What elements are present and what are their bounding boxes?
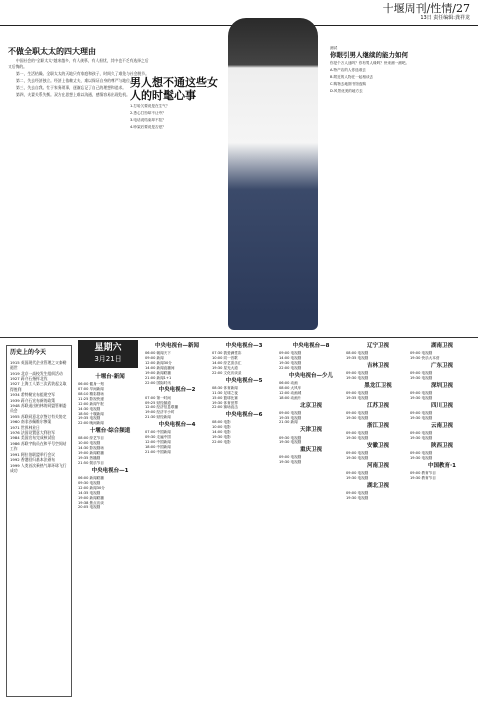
channel-heading: 中央电视台—6 — [225, 412, 263, 419]
program-line: 09:00 电视剧 — [346, 450, 369, 455]
program-line: 18:50 十堰新闻 — [78, 411, 104, 416]
program-line: 09:00 电视剧 — [410, 351, 433, 356]
program-line: 19:35 电视剧 — [279, 415, 302, 420]
program-line: 15:00 篮球比赛 — [212, 395, 238, 400]
program-line: 19:30 电视剧 — [410, 395, 433, 400]
history-item: 1992 香港回归基本法颁布 — [10, 457, 56, 463]
program-line: 14:35 电视剧 — [78, 490, 101, 495]
program-line: 18:00 动画片 — [279, 395, 302, 400]
program-line: 12:00 动画城 — [279, 390, 302, 395]
program-line: 09:00 电视剧 — [410, 391, 433, 396]
paragraph: 第一，生活枯燥。全职太太的天地只有家庭和孩子，时间久了难免与社会脱节。 — [16, 70, 149, 76]
channel-heading: 中央电视台—5 — [225, 377, 263, 384]
list-item: D.风景优美的地方去 — [330, 89, 363, 94]
program-line: 19:30 电视剧 — [410, 435, 433, 440]
history-item: 1986 苏联宇航员在和平号空间站工作 — [10, 440, 67, 452]
program-line: 09:00 电视剧 — [346, 411, 369, 415]
program-line: 08:00 综艺节目 — [78, 436, 104, 441]
channel-heading: 中央电视台—8 — [292, 343, 330, 349]
program-line: 08:10 精彩剧场 — [78, 391, 104, 396]
page-title: 十堰周刊/性情/27 — [382, 2, 470, 15]
program-line: 09:30 走遍中国 — [145, 435, 171, 440]
weekday: 星期六 — [94, 343, 122, 353]
woman-photo — [228, 18, 318, 330]
history-item: 1939 蒋介石宣布新的政策 — [10, 397, 56, 403]
channel-heading: 深圳卫视 — [430, 382, 453, 389]
channel-heading: 中国教育·1 — [428, 462, 456, 469]
program-line: 09:00 电视剧 — [346, 470, 369, 475]
list-item: C.购物去地图书馆选购 — [330, 82, 366, 87]
channel-heading: 安徽卫视 — [366, 442, 389, 449]
program-line: 09:00 电视剧 — [346, 371, 369, 376]
channel-heading: 十堰台·综合频道 — [89, 428, 131, 435]
program-line: 12:00 新闻午报 — [78, 401, 104, 406]
history-item: 1919 北京一高校发生组织活动 — [10, 370, 63, 376]
program-line: 08:00 大风车 — [279, 385, 302, 390]
date: 3月21日 — [94, 354, 122, 363]
list-item: 1.打哈欠要说是在生气？ — [130, 104, 170, 108]
history-item: 1915 英国现代企业管理之父泰勒逝世 — [10, 359, 67, 371]
program-line: 14:00 电视剧 — [279, 356, 302, 361]
program-line: 19:30 体育世界 — [212, 400, 238, 405]
program-line: 10:00 电视剧 — [78, 441, 101, 446]
program-line: 09:00 电视剧 — [279, 410, 302, 415]
history-item: 1991 阿拉伯联盟举行会议 — [10, 451, 56, 457]
program-line: 06:00 新闻联播 — [78, 476, 104, 481]
program-line: 19:30 电视剧 — [410, 376, 433, 380]
program-line: 07:00 早间新闻 — [78, 387, 104, 392]
list-item: 4.吵架后要说是否爱？ — [130, 125, 166, 129]
history-item: 1999 人类首次乘热气球环球飞行成功 — [10, 462, 67, 473]
program-line: 12:00 经济信息联播 — [145, 405, 179, 410]
program-line: 06:00 动画 — [279, 380, 298, 385]
program-line: 19:30 电视剧 — [346, 435, 369, 440]
program-line: 19:30 电视剧 — [279, 440, 302, 445]
program-line: 19:30 电视剧 — [410, 415, 433, 420]
program-line: 19:00 新闻联播 — [78, 495, 104, 500]
left-article — [8, 46, 150, 98]
program-line: 19:30 电视剧 — [346, 376, 369, 380]
history-item: 1927 蒋介石指挥北伐 — [10, 376, 48, 382]
right-headline: 你眼引男人继续的能力如何 — [330, 51, 408, 59]
channel-heading: 中央电视台—4 — [158, 422, 196, 429]
channel-heading: 湖北卫视 — [366, 482, 389, 489]
channel-heading: 陕西卫视 — [430, 442, 453, 449]
history-item: 1927 上海工人第三次武装起义取得胜利 — [10, 381, 67, 392]
program-line: 22:00 文化访谈录 — [212, 370, 242, 375]
program-line: 22:00 国际时讯 — [145, 380, 171, 385]
program-line: 19:30 电视剧 — [346, 475, 369, 480]
history-item: 1955 苏联同意北京签订有关协定 — [10, 413, 67, 419]
paragraph: 第二，失去经济独立。经济上依赖丈夫，难以保证自身的尊严与地位。 — [16, 78, 134, 83]
program-line: 09:00 电视剧 — [346, 490, 369, 495]
tv-column-1 — [78, 372, 142, 510]
program-line: 10:00 电影 — [212, 425, 231, 430]
program-line: 14:00 综艺喜乐汇 — [212, 360, 242, 365]
channel-heading: 江苏卫视 — [366, 402, 389, 409]
middle-article — [130, 76, 225, 130]
program-line: 07:00 第一时间 — [145, 395, 171, 400]
program-line: 09:25 财经频道 — [145, 400, 171, 405]
page-subtitle: 13日 责任编辑:龚祥龙 — [420, 15, 470, 21]
program-line: 22:00 赛场直击 — [212, 405, 238, 410]
program-line: 21:30 新闻 — [279, 420, 298, 425]
channel-heading: 云南卫视 — [430, 422, 453, 429]
program-line: 06:00 朝闻天下 — [145, 351, 171, 356]
channel-heading: 广东卫视 — [430, 362, 453, 369]
program-line: 19:30 快乐大本营 — [410, 356, 440, 361]
history-item: 1984 美国宣布完成核试验 — [10, 435, 56, 441]
program-line: 11:30 足球之夜 — [212, 390, 238, 395]
program-line: 09:30 电视剧 — [279, 435, 302, 440]
program-line: 19:30 电视剧 — [346, 455, 369, 460]
program-line: 19:30 电视剧 — [279, 360, 302, 365]
history-title: 历史上的今天 — [10, 349, 47, 356]
program-line: 09:00 电视剧 — [410, 450, 433, 455]
program-line: 09:00 电视剧 — [346, 391, 369, 396]
tv-column-4 — [279, 341, 343, 465]
list-item: 你是个万人迷吗？你有男人缘吗？快来测一测吧。 — [330, 61, 410, 66]
program-line: 21:50 娱乐节目 — [78, 460, 104, 465]
channel-heading: 湖南卫视 — [430, 343, 453, 349]
program-line: 19:00 新闻联播 — [78, 451, 104, 456]
history-box — [6, 345, 72, 697]
history-item: 1948 苏联退出柏林的同盟管制委员会 — [10, 403, 67, 414]
program-line: 19:30 电视剧 — [346, 415, 369, 420]
program-line: 08:00 电视剧 — [346, 351, 369, 356]
list-item: 3.电话说结束却不挂？ — [130, 118, 166, 122]
program-line: 07:30 我爱满堂彩 — [212, 351, 242, 356]
channel-heading: 十堰台·新闻 — [95, 374, 125, 380]
channel-heading: 吉林卫视 — [366, 362, 389, 369]
channel-heading: 中央电视台—3 — [225, 343, 263, 349]
program-line: 09:00 电视剧 — [279, 455, 302, 460]
history-item: 1960 南非沙佩维尔惨案 — [10, 419, 52, 425]
program-line: 09:00 电视剧 — [410, 411, 433, 415]
program-line: 19:38 焦点访谈 — [78, 500, 104, 505]
program-line: 09:00 电视剧 — [279, 351, 302, 356]
program-line: 09:30 电视剧 — [78, 480, 101, 485]
program-line: 19:35 电视剧 — [346, 395, 369, 400]
program-line: 19:35 电视剧 — [78, 416, 101, 421]
program-line: 12:00 中国新闻 — [145, 440, 171, 445]
program-line: 19:30 电视剧 — [279, 460, 302, 465]
channel-heading: 北京卫视 — [299, 402, 322, 409]
paragraph: 第三，失去自我。忙于家务琐事，逐渐忘记了自己的理想和追求。 — [16, 85, 127, 91]
program-line: 19:35 热播剧 — [78, 456, 101, 461]
program-line: 19:30 电影 — [212, 435, 231, 440]
channel-heading: 浙江卫视 — [366, 422, 389, 429]
tv-column-2 — [145, 341, 209, 455]
program-line: 09:00 电视剧 — [410, 371, 433, 376]
tv-column-3 — [212, 341, 276, 445]
channel-heading: 中央电视台—少儿 — [288, 372, 333, 379]
program-line: 10:00 同一首歌 — [212, 356, 238, 361]
channel-heading: 中央电视台—新闻 — [154, 343, 199, 349]
history-item: 1976 法国设置意大利驻军 — [10, 430, 56, 436]
program-line: 06:00 健身一刻 — [78, 382, 104, 387]
channel-heading: 黑龙江卫视 — [364, 382, 392, 389]
program-line: 19:30 教育节目 — [410, 475, 436, 480]
left-article-title: 不做全职太太的四大理由 — [8, 46, 96, 56]
program-line: 14:00 电影 — [212, 430, 231, 435]
program-line: 09:00 教育节目 — [410, 470, 436, 475]
list-item: 2.悉心打扮却不让夸？ — [130, 111, 166, 115]
history-item: 1934 希特勒宣布组建空军 — [10, 392, 56, 398]
program-line: 09:00 电视剧 — [346, 430, 369, 435]
program-line: 21:00 新闻1+1 — [145, 375, 172, 380]
program-line: 20:05 电视剧 — [78, 505, 101, 510]
program-line: 21:00 中国新闻 — [145, 449, 171, 454]
middle-headline: 男人想不通这些女人的时髦心事 — [130, 76, 218, 102]
list-item: B.附近的人物在一起相谈去 — [330, 75, 374, 80]
list-item: A.特产店的人你选谁去 — [330, 68, 366, 73]
channel-heading: 河南卫视 — [366, 462, 389, 469]
channel-heading: 中央电视台—1 — [91, 467, 129, 474]
channel-heading: 四川卫视 — [430, 402, 453, 409]
program-line: 12:00 新闻30分 — [145, 360, 172, 365]
program-line: 19:30 电视剧 — [346, 495, 369, 500]
test-tag: 测试 — [330, 46, 338, 50]
channel-heading: 辽宁卫视 — [366, 343, 389, 349]
history-item: 1971 世界林业日 — [10, 424, 40, 430]
program-line: 09:00 电视剧 — [410, 430, 433, 435]
program-line: 19:30 电视剧 — [410, 455, 433, 460]
tv-column-5 — [346, 341, 410, 501]
program-line: 11:25 影视快递 — [78, 396, 104, 401]
right-article — [330, 46, 472, 94]
channel-heading: 天津卫视 — [299, 427, 322, 434]
program-line: 18:00 中国新闻 — [145, 445, 171, 450]
program-line: 22:00 电视剧 — [279, 365, 302, 370]
program-line: 22:00 电影 — [212, 440, 231, 445]
channel-heading: 中央电视台—2 — [158, 387, 196, 394]
program-line: 14:30 影视剧场 — [78, 446, 104, 451]
program-line: 14:00 新闻直播间 — [145, 365, 175, 370]
program-line: 07:00 中国新闻 — [145, 430, 171, 435]
tv-column-6 — [410, 341, 474, 481]
date-box — [78, 340, 138, 368]
program-line: 19:00 经济半小时 — [145, 410, 175, 415]
program-line: 22:00 晚间新闻 — [78, 421, 104, 426]
program-line: 19:35 电视剧 — [346, 356, 369, 361]
channel-heading: 重庆卫视 — [299, 447, 322, 454]
program-line: 19:30 星光大道 — [212, 365, 238, 370]
program-line: 14:30 电视剧 — [78, 406, 101, 411]
program-line: 08:30 体育新闻 — [212, 385, 238, 390]
paragraph: 中国社会的"全职太太"越来越多，有人羡慕，有人担忧，其中也不乏有选择之后又后悔的。 — [8, 58, 149, 69]
program-line: 12:00 新闻30分 — [78, 485, 105, 490]
program-line: 09:00 新闻 — [145, 356, 164, 361]
section-divider — [0, 337, 478, 338]
paragraph: 第四，夫妻关系失衡。双方在思想上难以沟通，感情容易出现危机。 — [16, 92, 130, 98]
program-line: 21:30 财经新闻 — [145, 415, 171, 420]
program-line: 08:00 电影 — [212, 420, 231, 425]
program-line: 19:00 新闻联播 — [145, 370, 171, 375]
